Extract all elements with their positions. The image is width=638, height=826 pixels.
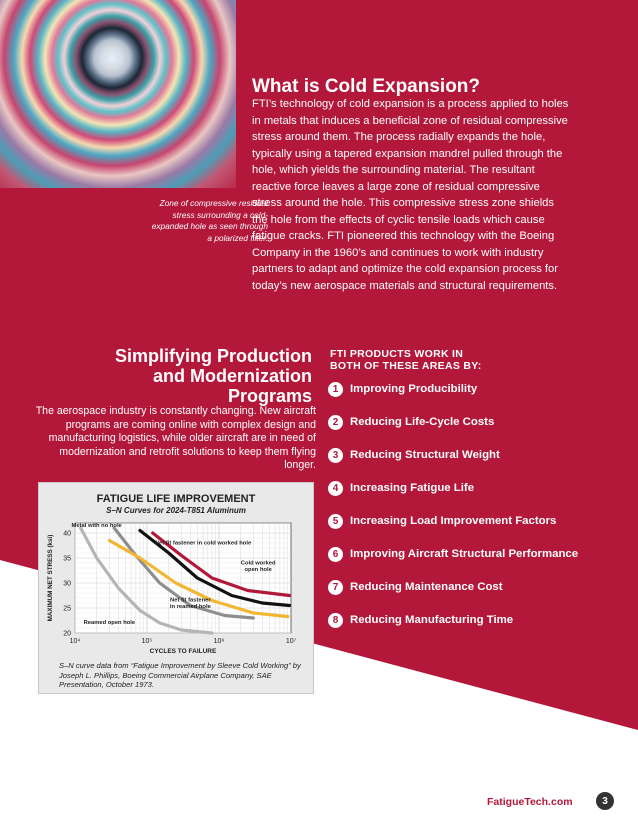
y-axis-label: MAXIMUM NET STRESS (ksi) <box>47 534 54 622</box>
series-annotation: Net fit fastener in cold worked hole <box>154 540 252 547</box>
series-annotation: Metal with no hole <box>71 523 122 529</box>
sn-curve-plot <box>39 483 313 659</box>
list-item-label: Reducing Manufacturing Time <box>350 614 514 626</box>
list-item <box>328 413 494 431</box>
list-item-label: Increasing Load Improvement Factors <box>350 515 557 527</box>
y-tick-label: 40 <box>63 530 71 538</box>
chart-title: FATIGUE LIFE IMPROVEMENT <box>96 493 256 505</box>
number-badge: 5 <box>328 514 343 529</box>
x-tick-label: 10⁵ <box>141 638 153 645</box>
number-badge: 4 <box>328 481 343 496</box>
list-item-label: Reducing Maintenance Cost <box>350 581 503 593</box>
y-tick-label: 25 <box>63 605 71 613</box>
list-item <box>328 512 556 530</box>
products-heading-line: FTI PRODUCTS WORK IN <box>330 348 464 360</box>
list-item-label: Reducing Structural Weight <box>350 449 500 461</box>
list-item-label: Improving Aircraft Structural Performance <box>350 548 579 560</box>
number-badge: 7 <box>328 580 343 595</box>
series-annotation: Reamed open hole <box>83 620 136 626</box>
list-item <box>328 479 474 497</box>
simplifying-production-title <box>40 346 312 406</box>
list-item-label: Reducing Life-Cycle Costs <box>350 416 495 428</box>
series-annotation: Cold worked open hole <box>240 560 276 574</box>
simplify-title-line: Programs <box>227 386 312 406</box>
chart-source-note: S–N curve data from “Fatigue Improvement by Sleeve Cold Working” by Joseph L. Phillips, Boeing Commercial Airplane Company, SAE Presentation, October 1973. <box>59 661 301 690</box>
chart-subtitle: S–N Curves for 2024-T851 Aluminum <box>106 506 246 515</box>
x-tick-label: 10⁷ <box>285 638 297 645</box>
cold-expansion-title: What is Cold Expansion? <box>252 76 481 97</box>
y-tick-label: 35 <box>63 555 71 563</box>
simplify-title-line: Simplifying Production <box>115 346 312 366</box>
list-item-label: Increasing Fatigue Life <box>350 482 475 494</box>
list-item <box>328 545 578 563</box>
number-badge: 1 <box>328 382 343 397</box>
list-item-label: Improving Producibility <box>350 383 478 395</box>
products-heading <box>330 348 560 372</box>
number-badge: 6 <box>328 547 343 562</box>
fatigue-life-chart <box>38 482 314 694</box>
number-badge: 2 <box>328 415 343 430</box>
photo-caption: Zone of compressive residual stress surrounding a cold-expanded hole as seen through a polarized filter. <box>151 198 268 243</box>
simplify-title-line: and Modernization <box>153 366 312 386</box>
list-item <box>328 446 500 464</box>
series-annotation: Net fit fastener in reamed hole <box>169 597 211 611</box>
list-item <box>328 611 513 629</box>
footer-website: FatigueTech.com <box>487 796 573 808</box>
x-tick-label: 10⁶ <box>213 638 225 645</box>
products-heading-line: BOTH OF THESE AREAS BY: <box>330 360 482 372</box>
simplifying-production-body: The aerospace industry is constantly changing. New aircraft programs are coming online with complex design and manufacturing logistics, while older aircraft are in need of modernization and retrofit solutions to keep them flying longer. <box>35 405 316 471</box>
x-axis-label: CYCLES TO FAILURE <box>149 648 217 655</box>
number-badge: 8 <box>328 613 343 628</box>
y-tick-label: 20 <box>63 630 71 638</box>
number-badge: 3 <box>328 448 343 463</box>
list-item <box>328 578 503 596</box>
page-number: 3 <box>596 792 614 810</box>
x-tick-label: 10⁴ <box>69 638 81 645</box>
y-tick-label: 30 <box>63 580 71 588</box>
cold-expansion-body: FTI’s technology of cold expansion is a process applied to holes in metals that induces a beneficial zone of residual compressive stress around them. The process radially expands the hole, typically using a tapered expansion mandrel pulled through the hole, which yields the surrounding material. The resultant reactive force leaves a large zone of residual compressive stress around the hole. This compressive stress zone shields the hole from the effects of cyclic tensile loads which cause fatigue cracks. FTI pioneered this technology with the Boeing Company in the 1960’s and continues to work with industry partners to adapt and optimize the cold expansion process for today’s new aerospace materials and structural requirements. <box>252 98 569 292</box>
cold-expanded-hole-photo <box>0 0 236 188</box>
list-item <box>328 380 477 398</box>
